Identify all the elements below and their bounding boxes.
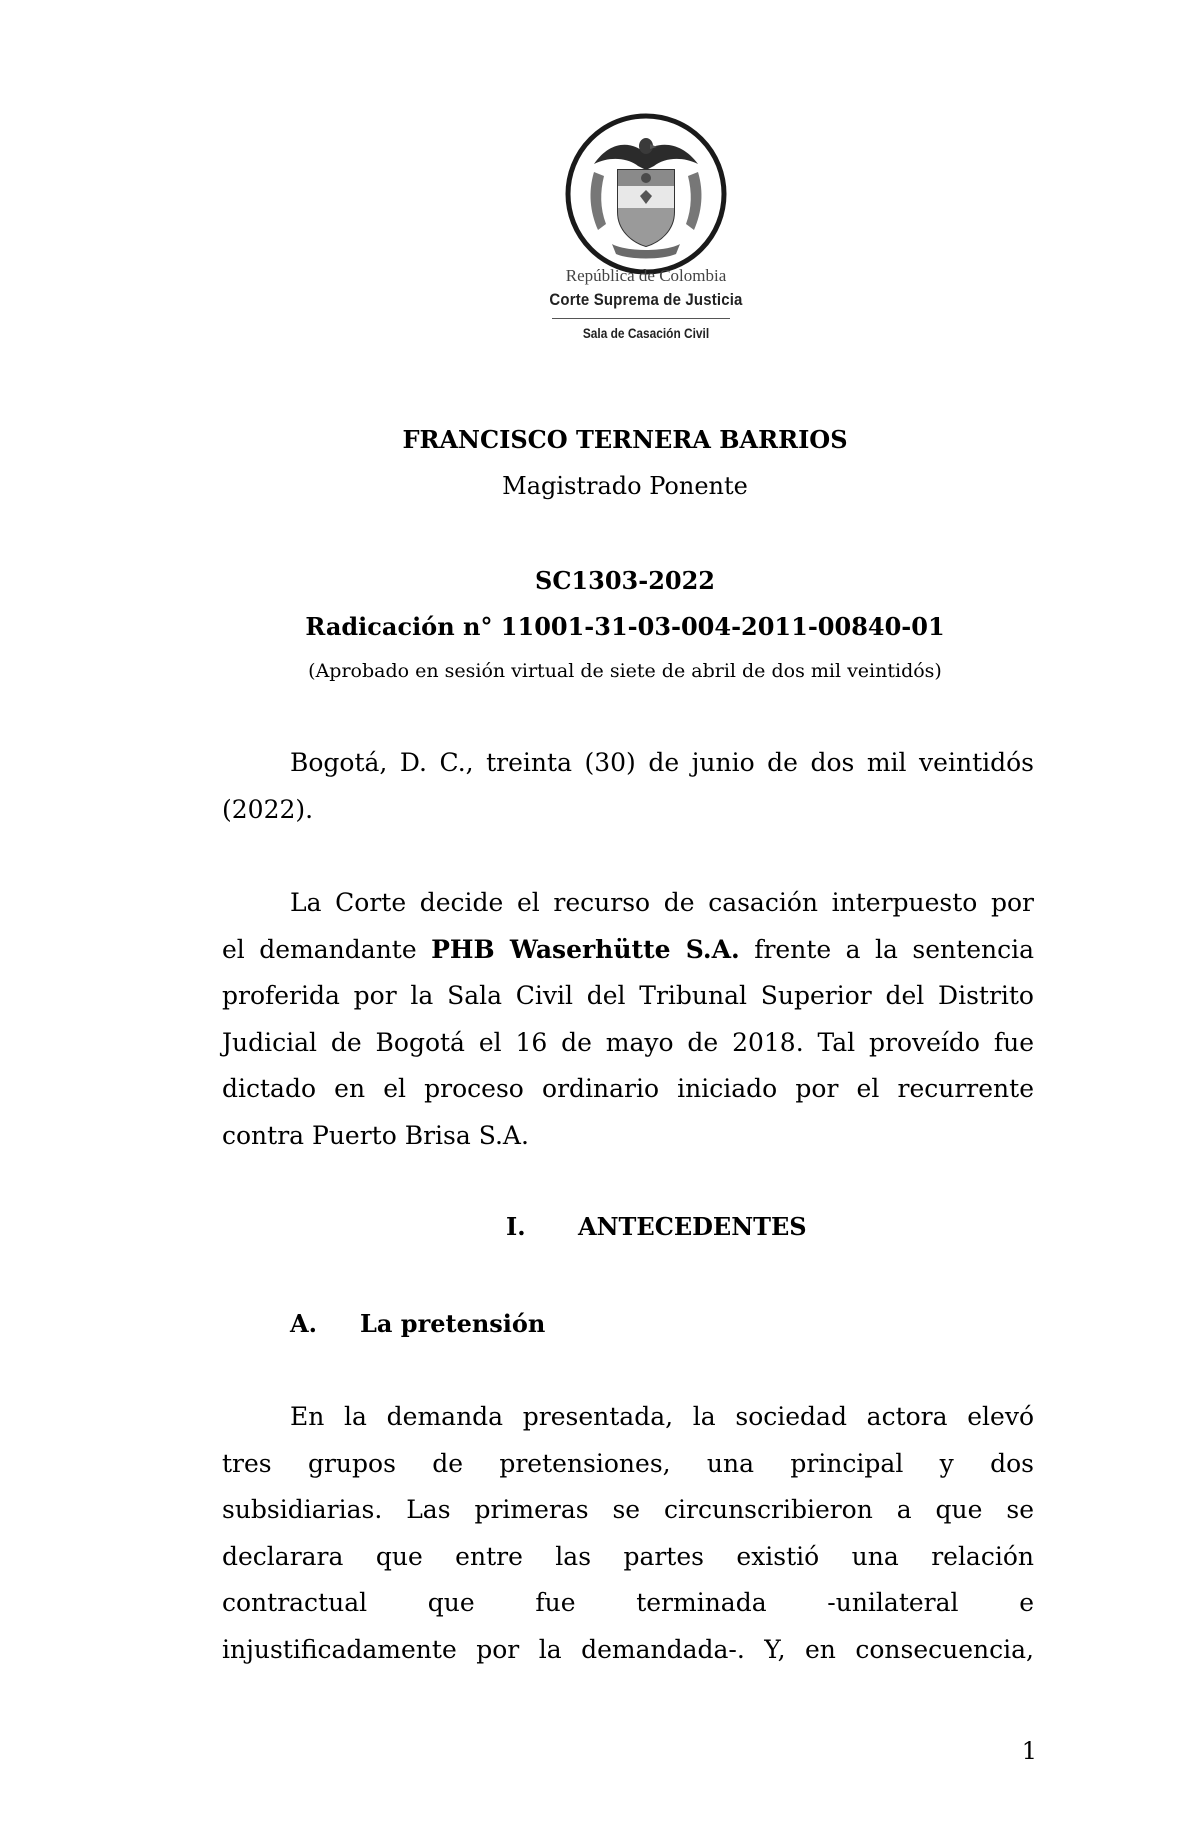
paragraph-line: dictado en el proceso ordinario iniciado por el recurrente xyxy=(222,1074,1034,1103)
case-code: SC1303-2022 xyxy=(535,566,715,595)
paragraph-line: injustificadamente por la demandada-. Y, en consecuencia, xyxy=(222,1634,1034,1664)
paragraph-line xyxy=(222,927,1034,974)
text-run: el demandante xyxy=(222,934,432,964)
country-name: República de Colombia xyxy=(565,266,727,285)
paragraph-line: La Corte decide el recurso de casación interpuesto por xyxy=(290,888,1034,917)
case-radicacion: Radicación n° 11001-31-03-004-2011-00840-01 xyxy=(305,612,945,641)
party-name: PHB Waserhütte S.A. xyxy=(431,934,740,964)
section-title: ANTECEDENTES xyxy=(578,1212,807,1241)
paragraph-line: Bogotá, D. C., treinta (30) de junio de dos mil veintidós xyxy=(290,748,1034,777)
date-paragraph xyxy=(222,740,1034,833)
paragraph-line: subsidiarias. Las primeras se circunscribieron a que se xyxy=(222,1495,1034,1524)
chamber-name: Sala de Casación Civil xyxy=(582,325,710,341)
section-number: I. xyxy=(506,1212,526,1241)
paragraph-line: Judicial de Bogotá el 16 de mayo de 2018. Tal proveído fue xyxy=(222,1027,1034,1057)
intro-paragraph xyxy=(222,880,1034,1159)
paragraph-line: contractual que fue terminada -unilateral e xyxy=(222,1588,1034,1617)
header-divider xyxy=(552,318,730,319)
paragraph-line: tres grupos de pretensiones, una principal y dos xyxy=(222,1448,1034,1478)
subsection-letter: A. xyxy=(290,1309,317,1338)
paragraph-line: En la demanda presentada, la sociedad actora elevó xyxy=(290,1402,1034,1431)
paragraph-line: declarara que entre las partes existió una relación xyxy=(222,1541,1034,1571)
coat-of-arms-seal-icon xyxy=(564,112,728,276)
text-run: frente a la sentencia xyxy=(739,934,1034,964)
paragraph-line: proferida por la Sala Civil del Tribunal Superior del Distrito xyxy=(222,981,1034,1010)
subsection-title: La pretensión xyxy=(360,1309,546,1338)
case-approval-note: (Aprobado en sesión virtual de siete de abril de dos mil veintidós) xyxy=(308,660,942,682)
paragraph-line: (2022). xyxy=(222,794,314,824)
court-name: Corte Suprema de Justicia xyxy=(549,290,743,309)
magistrate-name: FRANCISCO TERNERA BARRIOS xyxy=(402,425,848,454)
claim-paragraph xyxy=(222,1394,1034,1673)
magistrate-role: Magistrado Ponente xyxy=(502,472,748,500)
page-number: 1 xyxy=(1021,1737,1037,1765)
paragraph-line: contra Puerto Brisa S.A. xyxy=(222,1120,529,1150)
